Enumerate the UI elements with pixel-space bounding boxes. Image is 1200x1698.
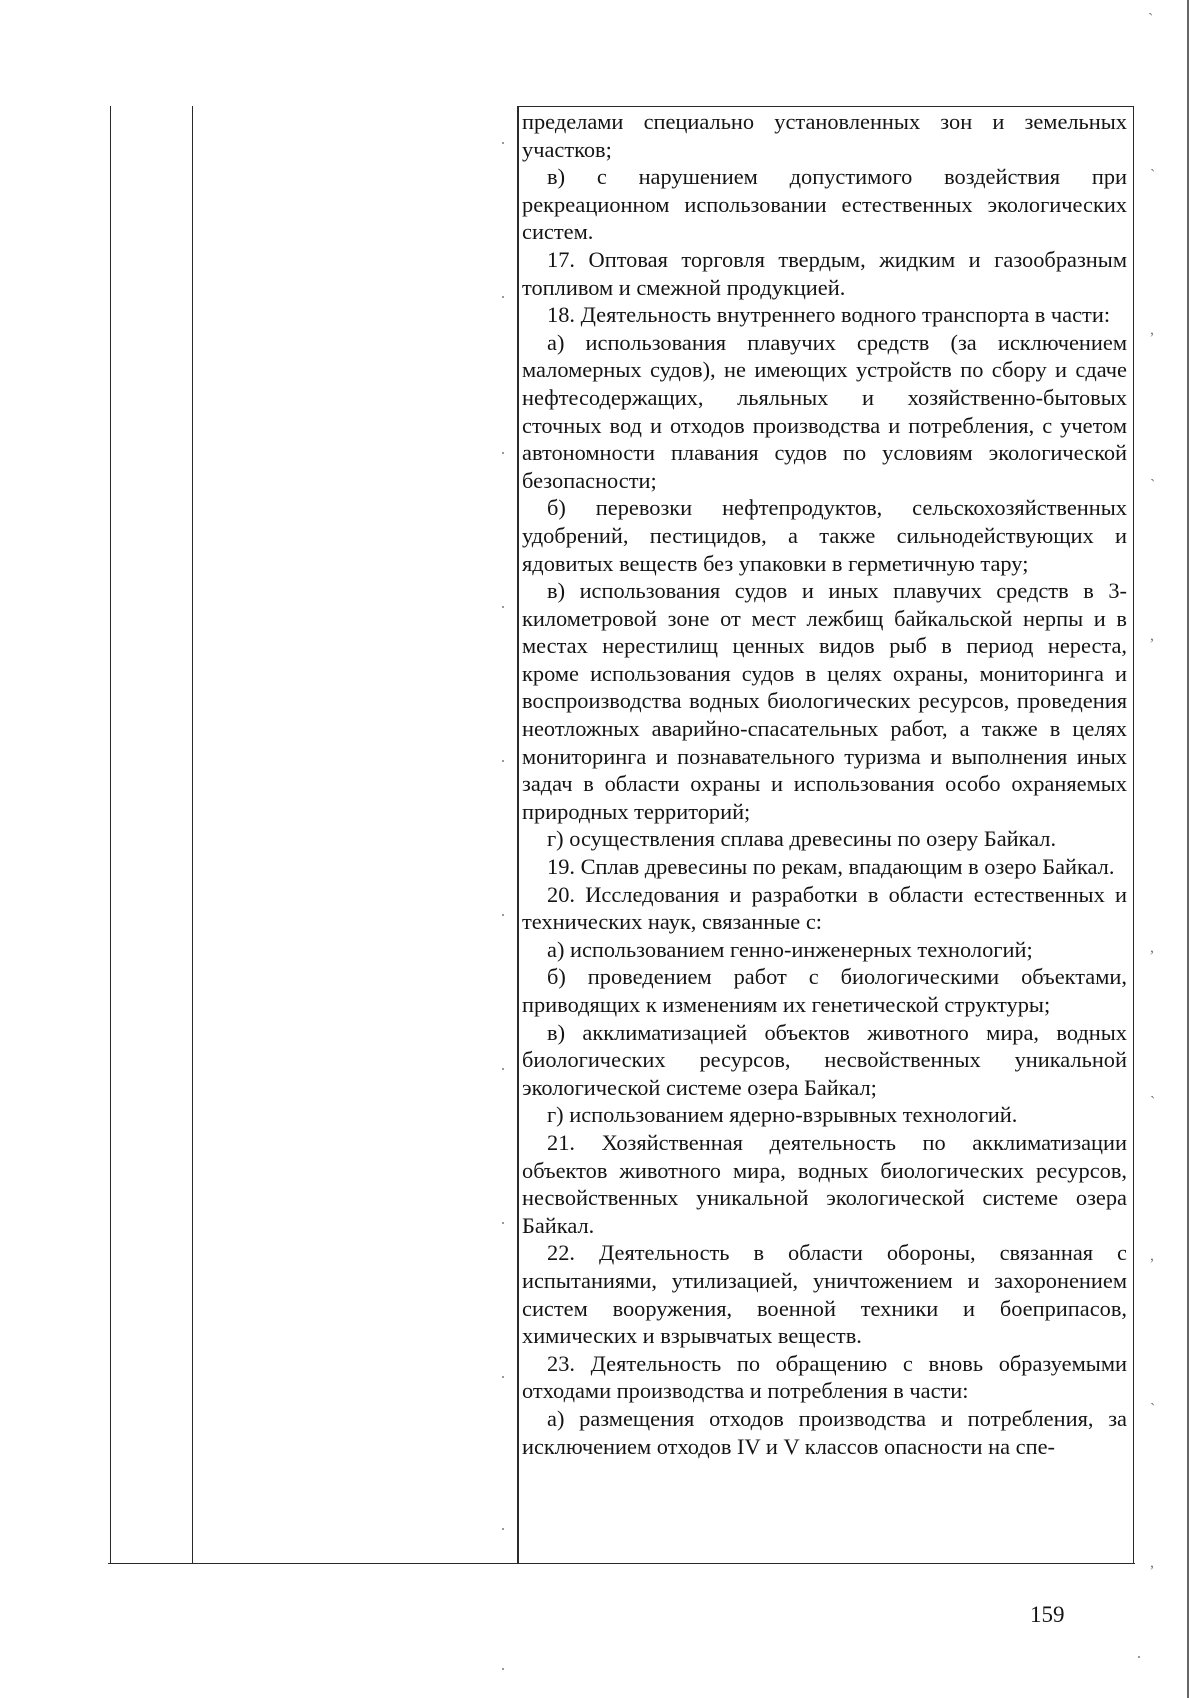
scan-edge-line [1187,0,1189,1698]
page-number: 159 [1030,1602,1065,1627]
scan-speck [502,1528,504,1530]
paragraph-12: в) акклиматизацией объектов животного мира, водных биологических ресурсов, несвойственных уникальной экологической системе озера Байкал; [522,1019,1127,1100]
scan-mark: ` [1150,1401,1156,1418]
scan-mark: ` [1150,167,1156,184]
paragraph-3: 18. Деятельность внутреннего водного транспорта в части: [547,302,1111,328]
paragraph-6: в) использования судов и иных плавучих средств в 3-километровой зоне от мест лежбищ байкальской нерпы и в местах нерестилищ ценных видов рыб в период нереста, кроме использования судов в целях охраны, мониторинга и воспроизводства водных биологических ресурсов, проведения неотложных аварийно-спасательных работ, а также в целях мониторинга и познавательного туризма и выполнения иных задач в области охраны и использования особо охраняемых природных территорий; [522,578,1127,824]
paragraph-15: 22. Деятельность в области обороны, связанная с испытаниями, утилизацией, уничтожением и захоронением систем вооружения, военной техники и боеприпасов, химических и взрывчатых веществ. [522,1240,1127,1349]
scan-mark: , [1150,627,1154,644]
paragraph-10: а) использованием генно-инженерных технологий; [547,936,1033,962]
scan-speck [1138,1656,1140,1658]
scan-speck [502,760,504,762]
document-text [522,108,1127,1460]
paragraph-2: 17. Оптовая торговля твердым, жидким и газообразным топливом и смежной продукцией. [522,246,1127,300]
scan-mark: , [1150,1247,1154,1264]
scan-speck [502,1068,504,1070]
table-left-border [110,106,111,1563]
scan-speck [502,296,504,298]
scan-speck [502,914,504,916]
table-right-border [1133,106,1134,1563]
scan-speck [502,1376,504,1378]
paragraph-7: г) осуществления сплава древесины по озеру Байкал. [547,826,1057,852]
paragraph-11: б) проведением работ с биологическими объектами, приводящих к изменениям их генетической структуры; [522,964,1127,1017]
scan-mark: , [1150,939,1154,956]
paragraph-16: 23. Деятельность по обращению с вновь образуемыми отходами производства и потребления в части: [522,1350,1127,1404]
paragraph-1: в) с нарушением допустимого воздействия при рекреационном использовании естественных экологических систем. [522,164,1127,245]
scan-mark: , [1150,321,1154,338]
paragraph-13: г) использованием ядерно-взрывных технологий. [547,1102,1018,1128]
paragraph-9: 20. Исследования и разработки в области естественных и технических наук, связанные с: [522,881,1127,935]
table-column-divider-2 [517,106,519,1563]
paragraph-4: а) использования плавучих средств (за исключением маломерных судов), не имеющих устройств по сбору и сдаче нефтесодержащих, льяльных и хозяйственно-бытовых сточных вод и отходов производства и потребления, с учетом автономности плавания судов по условиям экологической безопасности; [522,329,1127,493]
scan-speck [502,142,504,144]
paragraph-8: 19. Сплав древесины по рекам, впадающим в озеро Байкал. [547,854,1115,880]
scan-speck [502,452,504,454]
paragraph-0: пределами специально установленных зон и земельных участков; [522,109,1127,162]
table-column-divider-1 [192,106,193,1563]
table-top-border [517,106,1134,107]
scan-mark: ` [1150,477,1156,494]
scan-mark: ` [1148,11,1154,28]
scan-mark: ` [1150,1094,1156,1111]
scan-speck [502,1222,504,1224]
scan-mark: , [1150,1554,1154,1571]
paragraph-17: а) размещения отходов производства и потребления, за исключением отходов IV и V классов опасности на спе- [522,1405,1127,1459]
table-bottom-border [108,1563,1135,1564]
scan-speck [502,606,504,608]
paragraph-14: 21. Хозяйственная деятельность по акклиматизации объектов животного мира, водных биологических ресурсов, несвойственных уникальной экологической системе озера Байкал. [522,1129,1127,1238]
paragraph-5: б) перевозки нефтепродуктов, сельскохозяйственных удобрений, пестицидов, а также сильнодействующих и ядовитых веществ без упаковки в герметичную тару; [522,495,1127,576]
scan-speck [502,1668,504,1670]
